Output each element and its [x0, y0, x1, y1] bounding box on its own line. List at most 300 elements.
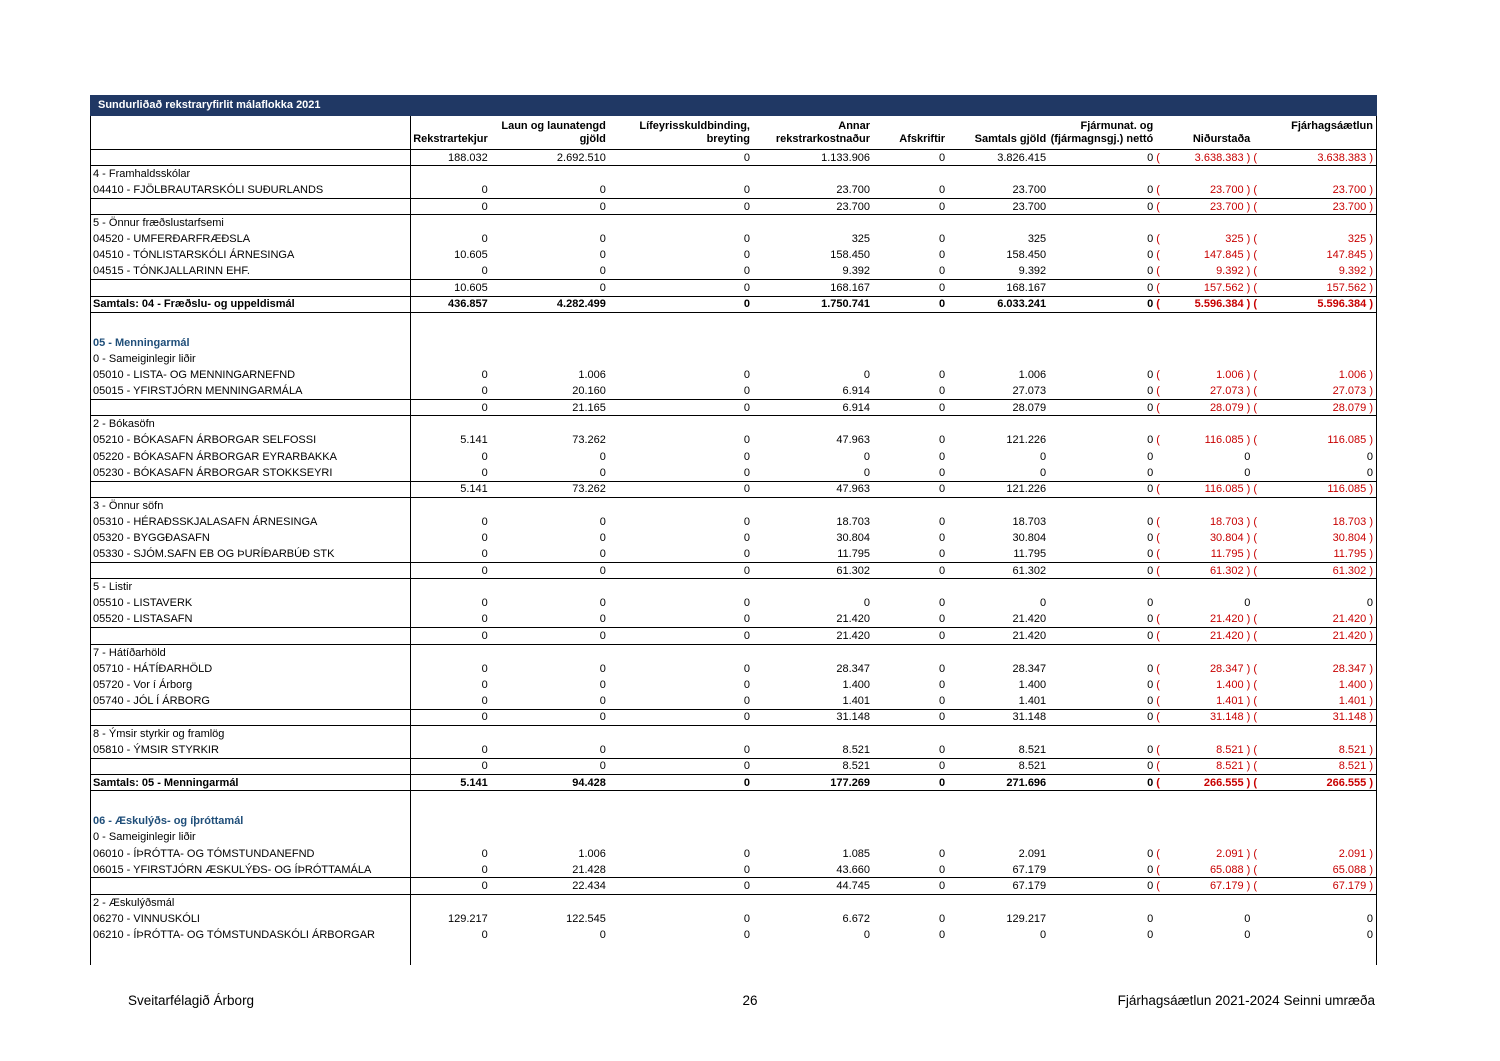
table-row [91, 644, 1377, 660]
value-cell [1253, 829, 1376, 845]
value-cell: 21.420 [753, 628, 873, 644]
value-cell: 0 [609, 774, 753, 790]
value-cell [948, 791, 1049, 813]
value-cell: 0 [743, 515, 750, 528]
value-cell [753, 497, 873, 513]
value-cell [609, 894, 753, 910]
value-cell [1156, 579, 1253, 595]
value-cell [411, 726, 491, 742]
value-cell [1049, 351, 1156, 367]
table-row [91, 774, 1377, 790]
value-cell: 0 [609, 400, 753, 416]
value-cell: 0 [743, 613, 750, 626]
value-cell: 0 [938, 233, 946, 246]
value-cell: 0 [491, 758, 609, 774]
value-cell [609, 166, 753, 182]
value-cell [1156, 791, 1253, 813]
value-cell: 9.392 [842, 265, 871, 278]
value-cell: 168.167 [753, 280, 873, 296]
value-cell: 0 [609, 296, 753, 312]
value-cell: 0 [938, 662, 946, 675]
value-cell: 325 [851, 233, 871, 246]
page-footer [0, 993, 1500, 1013]
value-cell: 0 [873, 280, 948, 296]
value-cell [873, 894, 948, 910]
value-cell [609, 497, 753, 513]
value-cell: 0 [481, 532, 488, 545]
value-cell: 31.148 [948, 709, 1049, 725]
value-cell: 0 [938, 678, 946, 691]
value-cell: 0 [873, 198, 948, 214]
row-label [91, 709, 411, 725]
value-cell: 0 [599, 515, 606, 528]
value-cell: 0 [1049, 296, 1156, 312]
row-label [91, 758, 411, 774]
value-cell: 0 [481, 466, 488, 479]
value-cell: 31.148 [753, 709, 873, 725]
value-cell [411, 215, 491, 231]
table-row [91, 829, 1377, 845]
value-cell: 0 [938, 183, 946, 196]
value-cell: 0 [481, 613, 488, 626]
value-cell [411, 166, 491, 182]
value-cell [948, 497, 1049, 513]
value-cell: 0 [481, 450, 488, 463]
value-cell: 0 [599, 450, 606, 463]
value-cell: 0 [599, 183, 606, 196]
value-cell: 73.262 [491, 481, 609, 497]
value-cell: 2.692.510 [491, 150, 609, 166]
column-header: Fjármunat. og (fjármagnsgj.) nettó [1050, 120, 1154, 145]
value-cell: 43.660 [836, 863, 871, 876]
value-cell: 0 [938, 515, 946, 528]
value-cell [491, 726, 609, 742]
value-cell: ( 266.555 ) [1253, 774, 1376, 790]
value-cell: 0 [873, 481, 948, 497]
value-cell: 21.420 [1012, 613, 1047, 626]
value-cell: 0 [938, 613, 946, 626]
table-body [91, 150, 1377, 966]
table-row [91, 894, 1377, 910]
value-cell: 0 [873, 150, 948, 166]
value-cell [1049, 726, 1156, 742]
value-cell: 0 [1147, 847, 1154, 860]
value-cell: 0 [599, 233, 606, 246]
value-cell: 0 [938, 265, 946, 278]
value-cell [753, 813, 873, 829]
value-cell: 0 [1049, 758, 1156, 774]
value-cell: 18.703 [1012, 515, 1047, 528]
column-header: Laun og launatengd gjöld [501, 120, 606, 145]
value-cell: 10.605 [411, 280, 491, 296]
value-cell: ( 116.085 ) [1253, 434, 1373, 447]
table-row [91, 612, 1377, 628]
value-cell: 0 [599, 265, 606, 278]
value-cell: ( 147.845 ) [1253, 249, 1373, 262]
value-cell: ( 325 ) [1253, 233, 1373, 246]
value-cell: ( 61.302 ) [1156, 563, 1253, 579]
value-cell: ( 27.073 ) [1156, 385, 1251, 398]
value-cell: 11.795 [837, 548, 871, 561]
value-cell: 0 [743, 434, 750, 447]
table-row [91, 742, 1377, 758]
value-cell [1253, 791, 1376, 813]
value-cell: ( 1.006 ) [1253, 369, 1373, 382]
value-cell: 8.521 [753, 758, 873, 774]
table-row [91, 182, 1377, 198]
value-cell [948, 894, 1049, 910]
value-cell: 0 [938, 249, 946, 262]
value-cell: 0 [743, 548, 750, 561]
table-row [91, 280, 1377, 296]
value-cell: 129.217 [448, 912, 488, 925]
value-cell: 0 [599, 548, 606, 561]
row-label: 2 - Æskulýðsmál [91, 894, 411, 910]
value-cell [1156, 644, 1253, 660]
value-cell: 0 [743, 929, 750, 941]
value-cell [1049, 813, 1156, 829]
value-cell [948, 829, 1049, 845]
value-cell: 73.262 [572, 434, 606, 447]
value-cell [491, 215, 609, 231]
value-cell: 0 [1147, 385, 1154, 398]
value-cell: 0 [863, 597, 871, 610]
value-cell [948, 416, 1049, 432]
value-cell: 0 [481, 662, 488, 675]
value-cell: ( 8.521 ) [1156, 743, 1251, 756]
value-cell: 0 [411, 198, 491, 214]
row-label: 4 - Framhaldsskólar [91, 166, 411, 182]
value-cell [491, 334, 609, 350]
table-row [91, 383, 1377, 399]
value-cell: 6.672 [842, 912, 871, 925]
row-label: 5 - Önnur fræðslustarfsemi [91, 215, 411, 231]
value-cell: 0 [1147, 515, 1154, 528]
value-cell [873, 726, 948, 742]
value-cell: 0 [491, 198, 609, 214]
value-cell [1156, 416, 1253, 432]
budget-table [90, 116, 1377, 965]
row-label: 3 - Önnur söfn [91, 497, 411, 513]
column-header: Niðurstaða [1192, 133, 1251, 145]
value-cell: ( 31.148 ) [1156, 709, 1253, 725]
value-cell [873, 334, 948, 350]
value-cell: 9.392 [1018, 265, 1047, 278]
value-cell [753, 334, 873, 350]
value-cell: 0 [411, 878, 491, 894]
value-cell [1156, 334, 1253, 350]
value-cell [609, 726, 753, 742]
value-cell [491, 497, 609, 513]
value-cell: 1.750.741 [753, 296, 873, 312]
value-cell [1049, 791, 1156, 813]
value-cell: 0 [1244, 466, 1251, 479]
value-cell [1049, 894, 1156, 910]
value-cell [1049, 644, 1156, 660]
row-label [91, 198, 411, 214]
value-cell: 0 [1147, 450, 1154, 463]
value-cell [491, 351, 609, 367]
row-label: 05010 - LISTA- OG MENNINGARNEFND [91, 367, 411, 383]
value-cell: 0 [1366, 597, 1373, 610]
value-cell: 0 [481, 597, 488, 610]
value-cell [491, 791, 609, 813]
spacer-row [91, 943, 1377, 965]
value-cell [873, 829, 948, 845]
value-cell: 0 [599, 597, 606, 610]
value-cell: 0 [481, 847, 488, 860]
value-cell: 0 [1244, 450, 1251, 463]
column-header: Annar rekstrarkostnaður [775, 120, 871, 145]
column-header: Rekstrartekjur [413, 133, 488, 145]
value-cell: 0 [1147, 249, 1154, 262]
value-cell: 0 [743, 233, 750, 246]
row-label [91, 280, 411, 296]
value-cell [948, 726, 1049, 742]
value-cell: 30.804 [1012, 532, 1047, 545]
value-cell [491, 312, 609, 334]
column-header: Afskriftir [899, 133, 946, 145]
value-cell: ( 30.804 ) [1253, 532, 1373, 545]
value-cell: 0 [609, 198, 753, 214]
value-cell [1253, 497, 1376, 513]
row-label: 05740 - JÓL Í ÁRBORG [91, 693, 411, 709]
value-cell: 0 [1366, 929, 1373, 941]
value-cell: 0 [609, 758, 753, 774]
value-cell: 0 [609, 481, 753, 497]
value-cell: 0 [873, 878, 948, 894]
value-cell: 0 [491, 628, 609, 644]
value-cell [411, 943, 491, 965]
value-cell [609, 334, 753, 350]
value-cell [948, 166, 1049, 182]
value-cell: ( 67.179 ) [1253, 878, 1376, 894]
row-label: 05 - Menningarmál [91, 334, 411, 350]
value-cell: 0 [481, 233, 488, 246]
value-cell: 121.226 [948, 481, 1049, 497]
value-cell [609, 829, 753, 845]
value-cell: 0 [599, 743, 606, 756]
value-cell [873, 351, 948, 367]
value-cell: ( 1.400 ) [1156, 678, 1251, 691]
row-label: Samtals: 05 - Menningarmál [91, 774, 411, 790]
value-cell [609, 791, 753, 813]
value-cell: 0 [1040, 450, 1047, 463]
value-cell: ( 18.703 ) [1253, 515, 1373, 528]
value-cell: ( 11.795 ) [1253, 548, 1373, 561]
value-cell [1156, 726, 1253, 742]
row-label: 0 - Sameiginlegir liðir [91, 351, 411, 367]
value-cell: 0 [873, 758, 948, 774]
value-cell: 0 [938, 532, 946, 545]
value-cell: 47.963 [753, 481, 873, 497]
table-row [91, 215, 1377, 231]
value-cell [873, 943, 948, 965]
value-cell: ( 21.420 ) [1253, 613, 1373, 626]
value-cell: 0 [481, 929, 488, 941]
value-cell: ( 9.392 ) [1156, 265, 1251, 278]
value-cell: 0 [873, 563, 948, 579]
row-label: 05220 - BÓKASAFN ÁRBORGAR EYRARBAKKA [91, 449, 411, 465]
value-cell: ( 1.006 ) [1156, 369, 1251, 382]
row-label [91, 943, 411, 965]
value-cell: 1.401 [1018, 694, 1047, 707]
table-row [91, 247, 1377, 263]
value-cell [609, 312, 753, 334]
table-row [91, 546, 1377, 562]
table-row [91, 432, 1377, 448]
value-cell: 0 [1244, 912, 1251, 925]
value-cell [753, 166, 873, 182]
table-row [91, 911, 1377, 927]
value-cell: ( 67.179 ) [1156, 878, 1253, 894]
value-cell [1156, 894, 1253, 910]
table-row [91, 726, 1377, 742]
value-cell [1049, 166, 1156, 182]
value-cell: 158.450 [830, 249, 871, 262]
row-label: 04520 - UMFERÐARFRÆÐSLA [91, 231, 411, 247]
value-cell: ( 9.392 ) [1253, 265, 1373, 278]
row-label [91, 878, 411, 894]
value-cell: 0 [1147, 183, 1154, 196]
row-label: 06010 - ÍÞRÓTTA- OG TÓMSTUNDANEFND [91, 845, 411, 861]
value-cell: 0 [863, 929, 871, 941]
table-row [91, 351, 1377, 367]
value-cell: 0 [1147, 597, 1154, 610]
value-cell: 0 [599, 466, 606, 479]
table-row [91, 367, 1377, 383]
value-cell: 0 [599, 662, 606, 675]
table-row [91, 150, 1377, 166]
value-cell: 0 [491, 280, 609, 296]
value-cell: 0 [481, 183, 488, 196]
value-cell: 168.167 [948, 280, 1049, 296]
value-cell: 0 [1147, 369, 1154, 382]
value-cell: 0 [481, 265, 488, 278]
value-cell: 0 [743, 694, 750, 707]
value-cell [1049, 829, 1156, 845]
value-cell [1253, 644, 1376, 660]
row-label: 2 - Bókasöfn [91, 416, 411, 432]
row-label: 05330 - SJÓM.SAFN EB OG ÞURÍÐARBÚÐ STK [91, 546, 411, 562]
page-number: 26 [742, 993, 758, 1008]
value-cell: ( 18.703 ) [1156, 515, 1251, 528]
table-row [91, 400, 1377, 416]
value-cell: 0 [938, 597, 946, 610]
value-cell: 0 [609, 628, 753, 644]
value-cell [1049, 943, 1156, 965]
table-row [91, 264, 1377, 280]
value-cell [948, 351, 1049, 367]
value-cell: 188.032 [411, 150, 491, 166]
row-label [91, 400, 411, 416]
value-cell: 0 [743, 466, 750, 479]
value-cell: 6.914 [842, 385, 871, 398]
row-label: 06015 - YFIRSTJÓRN ÆSKULÝÐS- OG ÍÞRÓTTAMÁLA [91, 862, 411, 878]
table-row [91, 231, 1377, 247]
value-cell: 122.545 [566, 912, 606, 925]
value-cell: 1.006 [1018, 369, 1047, 382]
row-label [91, 312, 411, 334]
value-cell: ( 2.091 ) [1253, 847, 1373, 860]
value-cell [753, 943, 873, 965]
value-cell [753, 644, 873, 660]
value-cell: ( 116.085 ) [1156, 481, 1253, 497]
value-cell: 0 [743, 912, 750, 925]
value-cell: 28.079 [948, 400, 1049, 416]
value-cell: 0 [1147, 743, 1154, 756]
value-cell: 0 [1049, 280, 1156, 296]
table-row [91, 579, 1377, 595]
value-cell [753, 791, 873, 813]
value-cell: ( 147.845 ) [1156, 249, 1251, 262]
value-cell: 0 [1049, 400, 1156, 416]
value-cell: 0 [938, 369, 946, 382]
value-cell: 0 [481, 743, 488, 756]
value-cell: 1.401 [842, 694, 871, 707]
value-cell: 0 [609, 709, 753, 725]
value-cell [411, 829, 491, 845]
value-cell: 0 [1147, 233, 1154, 246]
column-header: Samtals gjöld [974, 133, 1047, 145]
table-row [91, 813, 1377, 829]
row-label: 05015 - YFIRSTJÓRN MENNINGARMÁLA [91, 383, 411, 399]
value-cell: 94.428 [491, 774, 609, 790]
value-cell: 0 [743, 369, 750, 382]
value-cell: 23.700 [948, 198, 1049, 214]
value-cell: 0 [1049, 709, 1156, 725]
row-label: 06270 - VINNUSKÓLI [91, 911, 411, 927]
value-cell [873, 215, 948, 231]
value-cell: ( 31.148 ) [1253, 709, 1376, 725]
value-cell: 0 [1049, 774, 1156, 790]
value-cell [609, 416, 753, 432]
value-cell [491, 829, 609, 845]
value-cell [1253, 416, 1376, 432]
value-cell: ( 65.088 ) [1253, 863, 1373, 876]
value-cell: 20.160 [572, 385, 606, 398]
value-cell: 27.073 [1012, 385, 1047, 398]
row-label: 05510 - LISTAVERK [91, 595, 411, 611]
value-cell: 0 [1040, 597, 1047, 610]
table-row [91, 660, 1377, 676]
value-cell: 61.302 [753, 563, 873, 579]
value-cell: 0 [1366, 912, 1373, 925]
value-cell: 5.141 [411, 774, 491, 790]
value-cell: ( 21.420 ) [1253, 628, 1376, 644]
row-label: 05230 - BÓKASAFN ÁRBORGAR STOKKSEYRI [91, 465, 411, 481]
value-cell: ( 5.596.384 ) [1253, 296, 1376, 312]
value-cell: 0 [411, 709, 491, 725]
value-cell [873, 644, 948, 660]
value-cell: 0 [1147, 265, 1154, 278]
value-cell: 0 [938, 743, 946, 756]
value-cell: 0 [1049, 481, 1156, 497]
value-cell [1253, 813, 1376, 829]
value-cell: 0 [743, 249, 750, 262]
value-cell: 30.804 [836, 532, 871, 545]
value-cell: 1.006 [578, 847, 606, 860]
value-cell: ( 30.804 ) [1156, 532, 1251, 545]
value-cell: 4.282.499 [491, 296, 609, 312]
value-cell: 0 [1147, 694, 1154, 707]
value-cell: ( 23.700 ) [1253, 183, 1373, 196]
row-label: 5 - Listir [91, 579, 411, 595]
value-cell [873, 497, 948, 513]
value-cell: 0 [1040, 466, 1047, 479]
table-row [91, 166, 1377, 182]
value-cell: 436.857 [411, 296, 491, 312]
